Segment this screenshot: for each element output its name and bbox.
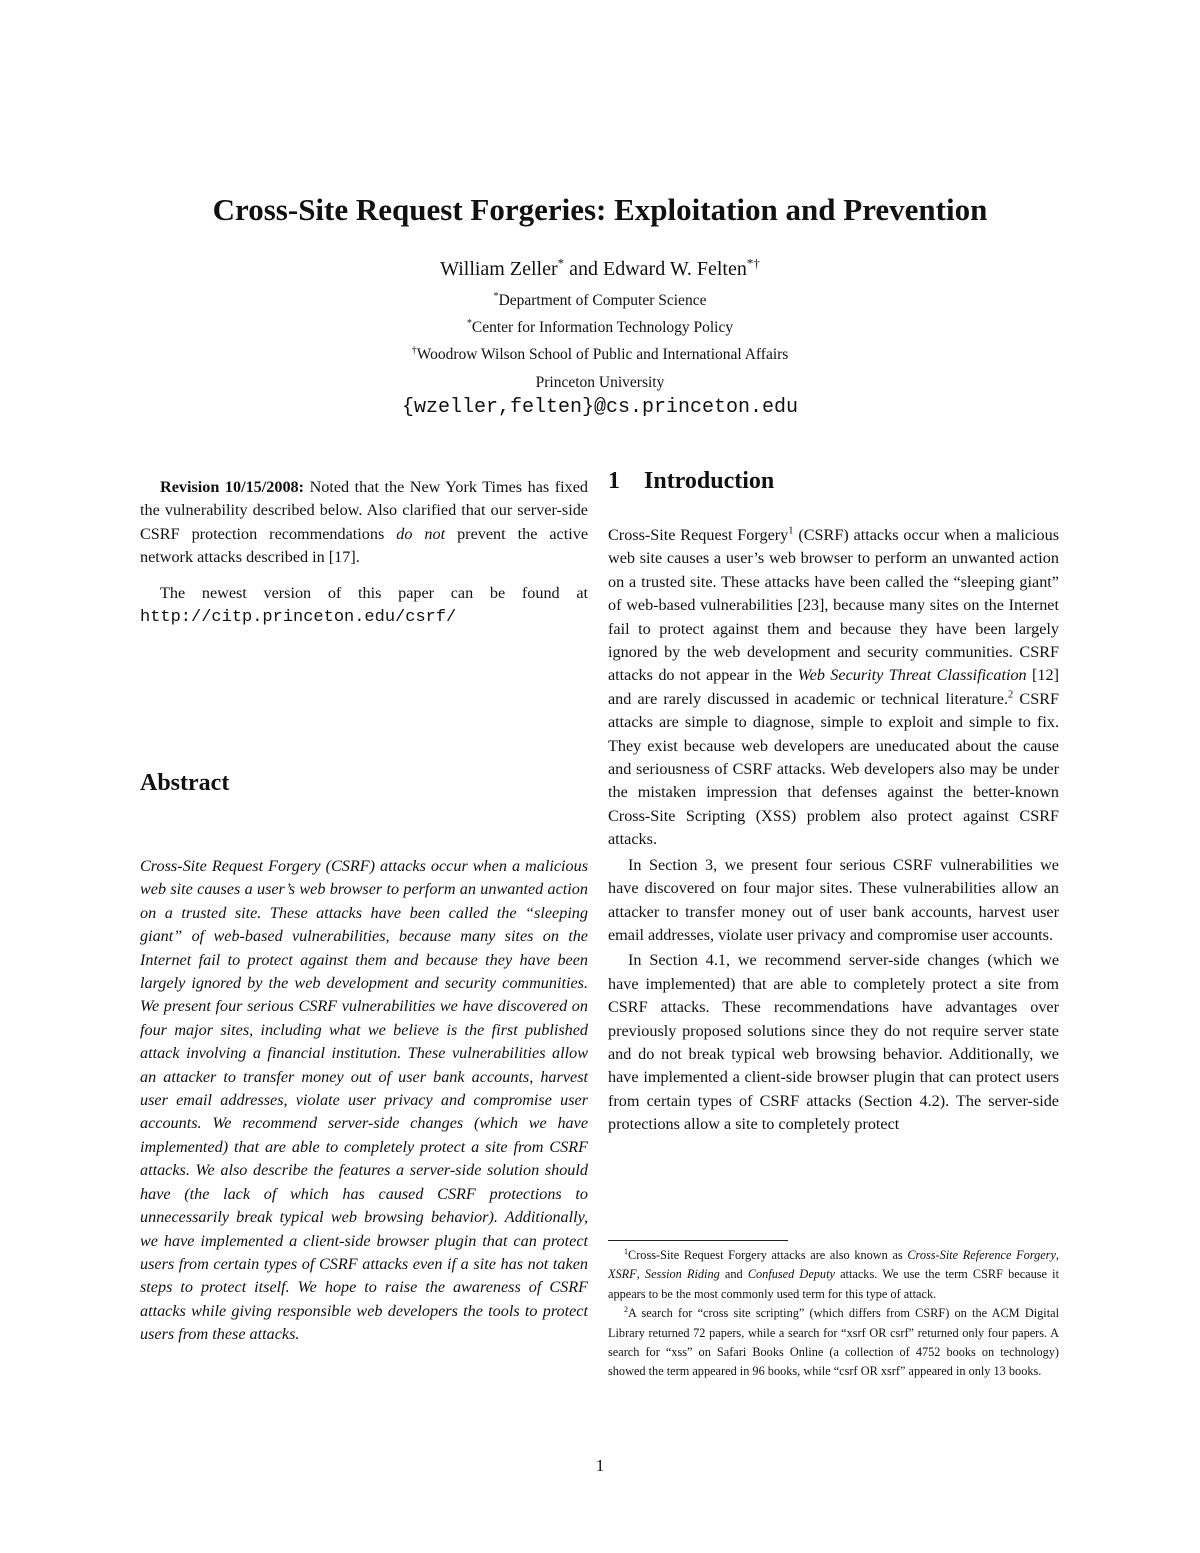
footnote <box>608 1246 1059 1304</box>
footnote-divider <box>608 1240 788 1241</box>
abstract-body <box>140 855 588 1347</box>
author-mark: *† <box>746 255 760 271</box>
affiliation-text: Woodrow Wilson School of Public and International Affairs <box>416 346 789 363</box>
footnote-ref[interactable]: 1 <box>788 525 794 537</box>
paper-url-link[interactable]: http://citp.princeton.edu/csrf/ <box>140 608 457 628</box>
affiliation-mark: * <box>493 290 499 302</box>
section-title: Introduction <box>644 468 775 494</box>
affiliation-line <box>0 292 1200 310</box>
footnote-mark: 2 <box>624 1305 628 1315</box>
footnote-text: A search for “cross site scripting” (which differs from CSRF) on the ACM Digital Library returned 72 papers, while a search for “xsrf OR csrf” returned only four papers. A search for “xss” on Safari Books Online (a collection of 4752 books on technology) showed the term appeared in 96 books, while “csrf OR xsrf” appeared in only 13 books. <box>608 1306 1059 1379</box>
affiliation-line <box>0 346 1200 364</box>
intro-text: [12] and are rarely discussed in academic or technical literature. <box>608 666 1059 708</box>
newest-version-note <box>140 582 588 630</box>
intro-paragraph: In Section 3, we present four serious CSRF vulnerabilities we have discovered on four major sites. These vulnerabilities allow an attacker to transfer money out of user bank accounts, harvest user email addresses, violate user privacy and compromise user accounts. <box>608 855 1059 944</box>
footnote-emphasis: Confused Deputy <box>747 1267 835 1282</box>
abstract-heading: Abstract <box>140 770 230 796</box>
revision-note <box>140 476 588 629</box>
introduction-body <box>608 524 1059 1137</box>
paper-title: Cross-Site Request Forgeries: Exploitation and Prevention <box>212 192 988 227</box>
footnote-mark: 1 <box>624 1246 628 1256</box>
revision-text: prevent the active network attacks described in [17]. <box>140 524 589 567</box>
affiliation-text: Department of Computer Science <box>498 292 707 309</box>
intro-emphasis: Web Security Threat Classification <box>797 666 1027 685</box>
revision-label: Revision 10/15/2008: <box>160 478 305 496</box>
footnote-text: , <box>636 1267 645 1282</box>
page-number: 1 <box>595 1456 605 1475</box>
footnote-text: Cross-Site Request Forgery attacks are also known as <box>628 1248 908 1262</box>
revision-text: Noted that the New York Times has fixed the vulnerability described below. Also clarified that our server-side CSRF protection recommendations <box>140 478 588 543</box>
affiliation-text: Princeton University <box>535 374 665 391</box>
author-email: {wzeller,felten}@cs.princeton.edu <box>401 396 799 419</box>
intro-paragraph <box>608 524 1059 852</box>
newest-version-text: The newest version of this paper can be found at <box>160 583 588 602</box>
intro-text: (CSRF) attacks occur when a malicious web site causes a user’s web browser to perform an unwanted action on a trusted site. These attacks have been called the “sleeping giant” of web-based vulnerabilities [23], because many sites on the Internet fail to protect against them and because they have been largely ignored by the web development and security communities. CSRF attacks do not appear in the <box>608 526 1060 685</box>
footnotes <box>608 1246 1059 1382</box>
author-name: Edward W. Felten <box>603 258 747 280</box>
abstract-text: Cross-Site Request Forgery (CSRF) attacks occur when a malicious web site causes a user’s web browser to perform an unwanted action on a trusted site. These attacks have been called the “sleeping giant” of web-based vulnerabilities, because many sites on the Internet fail to protect against them and because they have been largely ignored by the web development and security communities. We present four serious CSRF vulnerabilities we have discovered on four major sites, including what we believe is the first published attack involving a financial institution. These vulnerabilities allow an attacker to transfer money out of user bank accounts, harvest user email addresses, violate user privacy and compromise user accounts. We recommend server-side changes (which we have implemented) that are able to completely protect a site from CSRF attacks. We also describe the features a server-side solution should have (the lack of which has caused CSRF protections to unnecessarily break typical web browsing behavior). Additionally, we have implemented a client-side browser plugin that can protect users from certain types of CSRF attacks even if a site has not taken steps to protect itself. We hope to raise the awareness of CSRF attacks while giving responsible web developers the tools to protect users from these attacks. <box>140 857 588 1344</box>
footnote-ref[interactable]: 2 <box>1008 689 1014 701</box>
intro-paragraph: In Section 4.1, we recommend server-side changes (which we have implemented) that are able to completely protect a site from CSRF attacks. These recommendations have advantages over previously proposed solutions since they do not require server state and do not break typical web browsing behavior. Additionally, we have implemented a client-side browser plugin that can protect users from certain types of CSRF attacks (Section 4.2). The server-side protections allow a site to completely protect <box>608 951 1059 1134</box>
author-connector: and <box>564 258 603 280</box>
intro-text: CSRF attacks are simple to diagnose, simple to exploit and simple to fix. They exist because web developers are uneducated about the cause and seriousness of CSRF attacks. Web developers also may be under the mistaken impression that defenses against the better-known Cross-Site Scripting (XSS) problem also protect against CSRF attacks. <box>608 689 1059 849</box>
footnote-text: and <box>719 1267 748 1282</box>
revision-emphasis: do not <box>396 524 446 543</box>
affiliation-line <box>0 374 1200 392</box>
author-name: William Zeller <box>440 258 558 280</box>
author-mark: * <box>557 255 565 271</box>
footnote-text: , <box>1055 1248 1059 1262</box>
author-line <box>0 255 1200 281</box>
section-number: 1 <box>608 468 620 494</box>
affiliation-mark: * <box>466 317 472 329</box>
footnote-emphasis: Cross-Site Reference Forgery <box>907 1248 1056 1262</box>
affiliation-text: Center for Information Technology Policy <box>471 319 734 336</box>
footnote-emphasis: Session Riding <box>644 1267 720 1282</box>
section-heading <box>608 468 774 495</box>
footnote-emphasis: XSRF <box>608 1267 637 1282</box>
intro-text: Cross-Site Request Forgery <box>608 526 789 544</box>
affiliation-mark: † <box>411 344 417 356</box>
footnote-text: attacks. We use the term CSRF because it appears to be the most commonly used term for this type of attack. <box>608 1267 1060 1301</box>
footnote <box>608 1304 1059 1382</box>
affiliation-line <box>0 319 1200 337</box>
